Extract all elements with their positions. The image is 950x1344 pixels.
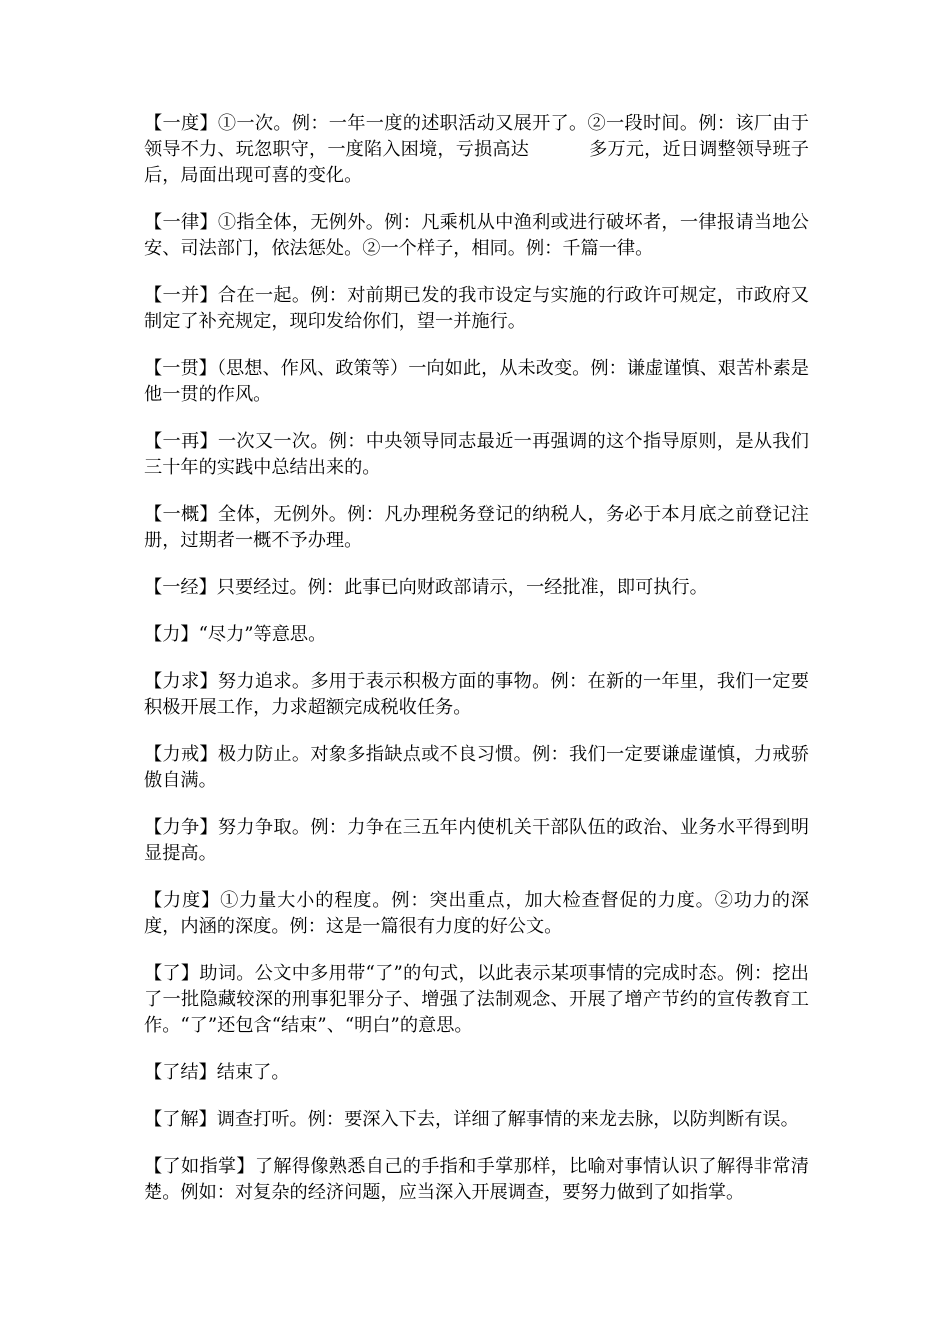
entry-text: 结束了。 bbox=[216, 1062, 290, 1083]
entry-text: 极力防止。对象多指缺点或不良习惯。例：我们一定要谦虚谨慎，力戒骄傲自满。 bbox=[144, 744, 809, 791]
entry-term: 【一并】 bbox=[144, 285, 218, 306]
glossary-entry bbox=[144, 669, 809, 721]
glossary-entry bbox=[144, 815, 809, 867]
glossary-entry bbox=[144, 575, 809, 601]
entry-term: 【一再】 bbox=[144, 431, 218, 452]
glossary-entry bbox=[144, 111, 809, 189]
entry-text: 全体，无例外。例：凡办理税务登记的纳税人，务必于本月底之前登记注册，过期者一概不予办理。 bbox=[144, 504, 809, 551]
entry-term: 【力度】 bbox=[144, 890, 221, 911]
entry-text: 努力追求。多用于表示积极方面的事物。例：在新的一年里，我们一定要积极开展工作，力求超额完成税收任务。 bbox=[144, 671, 809, 718]
entry-text: 多万元，近日调整领导班子后，局面出现可喜的变化。 bbox=[144, 139, 809, 186]
entry-text: 合在一起。例：对前期已发的我市设定与实施的行政许可规定，市政府又制定了补充规定，现印发给你们，望一并施行。 bbox=[144, 285, 809, 332]
entry-text: 助词。公文中多用带“了”的句式，以此表示某项事情的完成时态。例：挖出了一批隐藏较深的刑事犯罪分子、增强了法制观念、开展了增产节约的宣传教育工作。“了”还包含“结束”、“明白”的意思。 bbox=[144, 963, 809, 1036]
glossary-entry bbox=[144, 742, 809, 794]
entry-text: （思想、作风、政策等）一向如此，从未改变。例：谦虚谨慎、艰苦朴素是他一贯的作风。 bbox=[144, 358, 809, 405]
entry-term: 【力求】 bbox=[144, 671, 218, 692]
entry-term: 【一概】 bbox=[144, 504, 218, 525]
glossary-entry bbox=[144, 283, 809, 335]
entry-term: 【一经】 bbox=[144, 577, 217, 598]
entry-term: 【一律】 bbox=[144, 212, 218, 233]
entry-text: 一次又一次。例：中央领导同志最近一再强调的这个指导原则，是从我们三十年的实践中总结出来的。 bbox=[144, 431, 809, 478]
entry-term: 【了】 bbox=[144, 963, 200, 984]
entry-term: 【力争】 bbox=[144, 817, 218, 838]
glossary-entry bbox=[144, 888, 809, 940]
glossary-entry bbox=[144, 961, 809, 1039]
glossary-entry bbox=[144, 1154, 809, 1206]
glossary-entry bbox=[144, 1060, 809, 1086]
entry-term: 【一度】 bbox=[144, 113, 218, 134]
glossary-entry bbox=[144, 210, 809, 262]
entry-text: 了解得像熟悉自己的手指和手掌那样，比喻对事情认识了解得非常清楚。例如：对复杂的经济问题，应当深入开展调查，要努力做到了如指掌。 bbox=[144, 1156, 809, 1203]
entry-term: 【了如指掌】 bbox=[144, 1156, 255, 1177]
entry-text: ①指全体，无例外。例：凡乘机从中渔利或进行破坏者，一律报请当地公安、司法部门，依法惩处。②一个样子，相同。例：千篇一律。 bbox=[144, 212, 809, 259]
entry-term: 【力戒】 bbox=[144, 744, 218, 765]
glossary-entry bbox=[144, 502, 809, 554]
glossary-entry bbox=[144, 429, 809, 481]
glossary-list bbox=[144, 111, 809, 1227]
entry-text: 努力争取。例：力争在三五年内使机关干部队伍的政治、业务水平得到明显提高。 bbox=[144, 817, 809, 864]
entry-term: 【了解】 bbox=[144, 1109, 217, 1130]
entry-text: ①一次。例：一年一度的述职活动又展开了。②一段时间。例：该厂由于领导不力、玩忽职守，一度陷入困境，亏损高达 bbox=[144, 113, 809, 160]
entry-text: “尽力”等意思。 bbox=[198, 624, 327, 645]
glossary-entry bbox=[144, 356, 809, 408]
entry-term: 【一贯】 bbox=[144, 358, 217, 379]
entry-text: 调查打听。例：要深入下去，详细了解事情的来龙去脉，以防判断有误。 bbox=[216, 1109, 799, 1130]
entry-term: 【了结】 bbox=[144, 1062, 217, 1083]
entry-term: 【力】 bbox=[144, 624, 199, 645]
glossary-entry bbox=[144, 1107, 809, 1133]
entry-text: ①力量大小的程度。例：突出重点，加大检查督促的力度。②功力的深度，内涵的深度。例：这是一篇很有力度的好公文。 bbox=[144, 890, 809, 937]
glossary-entry bbox=[144, 622, 809, 648]
entry-text: 只要经过。例：此事已向财政部请示，一经批准，即可执行。 bbox=[216, 577, 708, 598]
